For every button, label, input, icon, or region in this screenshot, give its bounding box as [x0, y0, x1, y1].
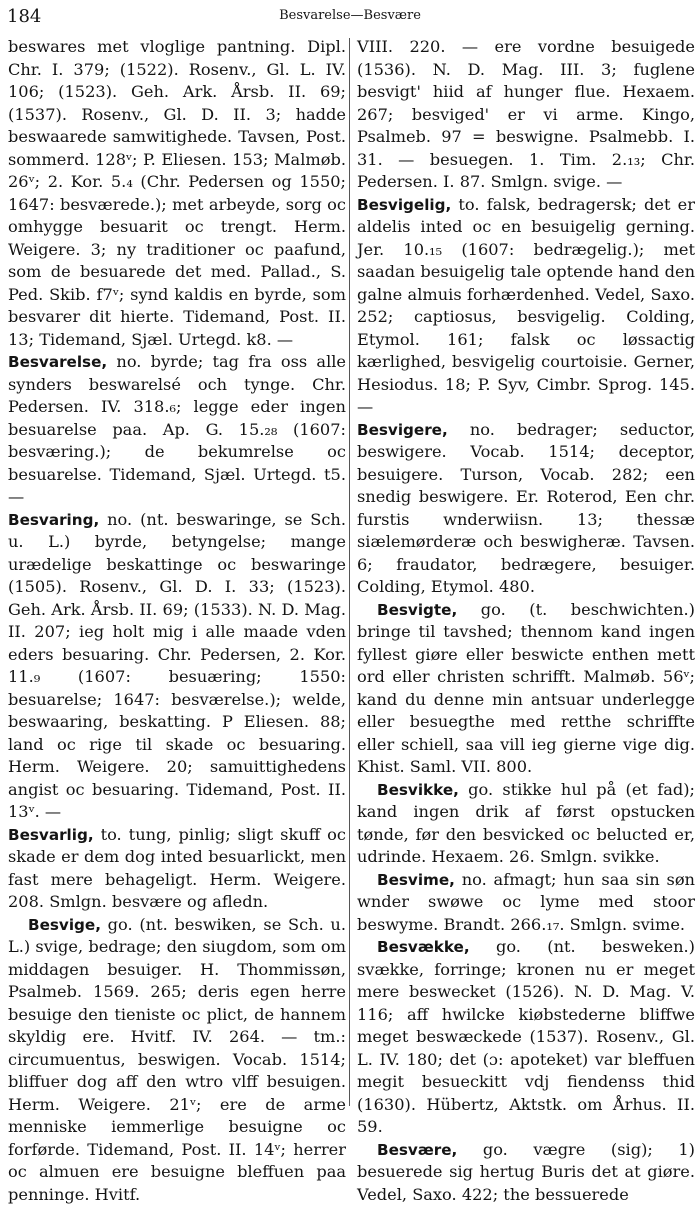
- headword: Besvigere,: [357, 421, 448, 439]
- entry: Besvække, go. (nt. besweken.) svække, forringe; kronen nu er meget mere beswecket (1526). N. D. Mag. V. 116; aff hwilcke kiøbstederne bliffwe meget beswæckede (1537). Rosenv., Gl. L. IV. 180; det (ɔ: apoteket) var bleffuen megit besueckitt vdj fiendenss thid (1630). Hübertz, Aktstk. om Århus. II. 59.: [357, 936, 695, 1139]
- headword: Besvime,: [377, 871, 455, 889]
- entry: Besvigere, no. bedrager; seductor, beswigere. Vocab. 1514; deceptor, besuigere. Turson, Vocab. 282; een snedig beswigere. Er. Roterod, Een chr. furstis wnderwiisn. 13; thessæ siælemørderæ och beswigheræ. Tavsen. 6; fraudator, bedrægere, besuiger. Colding, Etymol. 480.: [357, 419, 695, 599]
- entry: Besvime, no. afmagt; hun saa sin søn wnder swøwe oc lyme med stoor beswyme. Brandt. 266.₁₇. Smlgn. svime.: [357, 869, 695, 937]
- headword: Besvige,: [28, 916, 101, 934]
- headword: Besvikke,: [377, 781, 459, 799]
- right-column: [357, 36, 695, 1106]
- headword: Besvarlig,: [8, 826, 94, 844]
- headword: Besvække,: [377, 938, 470, 956]
- running-head: Besvarelse—Besvære: [7, 8, 693, 23]
- entry: Besvigelig, to. falsk, bedragersk; det er aldelis inted oc en besuigelig gerning. Jer. 10.₁₅ (1607: bedrægelig.); met saadan besuigelig tale optende hand den galne almuis forhærdenhed. Vedel, Saxo. 252; captiosus, besvigelig. Colding, Etymol. 161; falsk oc løssactig kærlighed, besvigelig courtoisie. Gerner, Hesiodus. 18; P. Syv, Cimbr. Sprog. 145. —: [357, 194, 695, 419]
- entry: Besvige, go. (nt. beswiken, se Sch. u. L.) svige, bedrage; den siugdom, som om middagen besuiger. H. Thommissøn, Psalmeb. 1569. 265; deris egen herre besuige den tieniste oc plict, de hannem skyldig ere. Hvitf. IV. 264. — tm.: circumuentus, beswigen. Vocab. 1514; bliffuer dog aff den wtro vlff besuigen. Herm. Weigere. 21ᵛ; ere de arme menniske iemmerlige besuigne oc forførde. Tidemand, Post. II. 14ᵛ; herrer oc almuen ere besuigne bleffuen paa penninge. Hvitf.: [8, 914, 346, 1206]
- headword: Besvigte,: [377, 601, 457, 619]
- left-column: [8, 36, 346, 1106]
- entry: Besvarelse, no. byrde; tag fra oss alle synders beswarelsé och tynge. Chr. Pedersen. IV. 318.₆; legge eder ingen besuarelse paa. Ap. G. 15.₂₈ (1607: besværing.); de bekumrelse oc besuarelse. Tidemand, Sjæl. Urtegd. t5. —: [8, 351, 346, 509]
- page-header: [7, 2, 693, 26]
- entry: Besvarlig, to. tung, pinlig; sligt skuff oc skade er dem dog inted besuarlickt, men fast mere behageligt. Herm. Weigere. 208. Smlgn. besvære og afledn.: [8, 824, 346, 914]
- entry: Besvaring, no. (nt. beswaringe, se Sch. u. L.) byrde, betyngelse; mange urædelige beskattinge oc beswaringe (1505). Rosenv., Gl. D. I. 33; (1523). Geh. Ark. Årsb. II. 69; (1533). N. D. Mag. II. 207; ieg holt mig i alle maade vden eders besuaring. Chr. Pedersen, 2. Kor. 11.₉ (1607: besuæring; 1550: besuarelse; 1647: besværelse.); welde, beswaaring, beskatting. P Eliesen. 88; land oc rige til skade oc besuaring. Herm. Weigere. 20; samuittighedens angist oc besuaring. Tidemand, Post. II. 13ᵛ. —: [8, 509, 346, 824]
- entry-continuation: VIII. 220. — ere vordne besuigede (1536). N. D. Mag. III. 3; fuglene besvigt' hiid af hunger flue. Hexaem. 267; besviged' er vi arme. Kingo, Psalmeb. 97 = beswigne. Psalmebb. I. 31. — besuegen. 1. Tim. 2.₁₃; Chr. Pedersen. I. 87. Smlgn. svige. —: [357, 36, 695, 194]
- headword: Besvaring,: [8, 511, 99, 529]
- headword: Besvarelse,: [8, 353, 107, 371]
- column-divider: [349, 38, 350, 1106]
- entry-continuation: beswares met vloglige pantning. Dipl. Chr. I. 379; (1522). Rosenv., Gl. L. IV. 106; (1523). Geh. Ark. Årsb. II. 69; (1537). Rosenv., Gl. D. II. 3; hadde beswaarede samwitighede. Tavsen, Post. sommerd. 128ᵛ; P. Eliesen. 153; Malmøb. 26ᵛ; 2. Kor. 5.₄ (Chr. Pedersen og 1550; 1647: besværede.); met arbeyde, sorg oc omhygge besuarit oc trengt. Herm. Weigere. 3; ny traditioner oc paafund, som de besuarede det med. Pallad., S. Ped. Skib. f7ᵛ; synd kaldis en byrde, som besvarer dit hierte. Tidemand, Post. II. 13; Tidemand, Sjæl. Urtegd. k8. —: [8, 36, 346, 351]
- headword: Besvære,: [377, 1141, 457, 1159]
- entry: Besvære, go. vægre (sig); 1) besuerede sig hertug Buris det at giøre. Vedel, Saxo. 422; the bessuerede: [357, 1139, 695, 1206]
- headword: Besvigelig,: [357, 196, 451, 214]
- entry: Besvikke, go. stikke hul på (et fad); kand ingen drik af først opstucken tønde, før den besvicked oc belucted er, udrinde. Hexaem. 26. Smlgn. svikke.: [357, 779, 695, 869]
- page-number: 184: [7, 6, 41, 27]
- entry: Besvigte, go. (t. beschwichten.) bringe til tavshed; thennom kand ingen fyllest giøre eller beswicte enthen mett ord eller christen schrifft. Malmøb. 56ᵛ; kand du denne min antsuar underlegge eller besuegthe med retthe schriffte eller schiell, saa vill ieg gierne vige dig. Khist. Saml. VII. 800.: [357, 599, 695, 779]
